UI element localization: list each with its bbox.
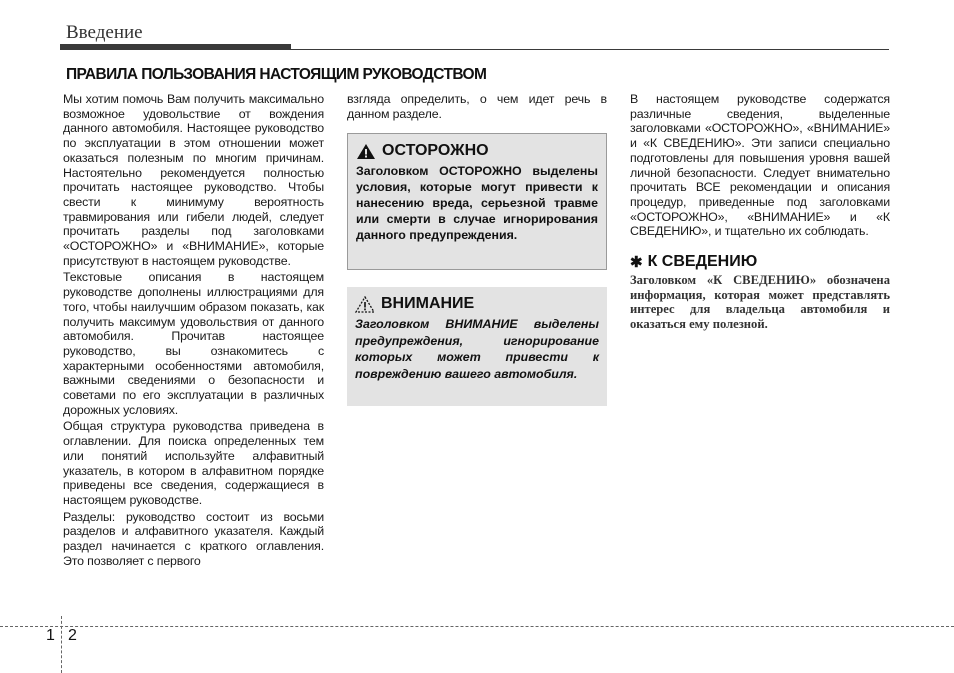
warning-title-text: ОСТОРОЖНО [382,142,489,159]
asterisk-icon: ✱ [630,254,643,272]
column-1 [63,92,324,571]
footer-separator [61,616,62,673]
warning-box-title [356,142,598,160]
warning-box [347,133,607,270]
section-heading: ПРАВИЛА ПОЛЬЗОВАНИЯ НАСТОЯЩИМ РУКОВОДСТВОМ [66,66,487,83]
paragraph: Разделы: руководство состоит из восьми разделов и алфавитного указателя. Каждый раздел начинается с краткого оглавления. Это позволяет с первого [63,509,324,568]
paragraph: Мы хотим помочь Вам получить максимально возможное удовольствие от вождения данного автомобиля. Настоящее руководство по эксплуатации в этом отношении может оказаться полезным по многим причинам. Настоятельно рекомендуется полностью прочитать настоящее руководство. Чтобы свести к минимуму вероятность травмирования или гибели людей, следует прочитать разделы под заголовками «ОСТОРОЖНО» и «ВНИМАНИЕ», которые присутствуют в настоящем руководстве. [63,92,324,268]
caution-box-title [355,295,599,313]
page-number: 2 [68,627,77,644]
paragraph: Общая структура руководства приведена в оглавлении. Для поиска определенных тем или понятий используйте алфавитный указатель, в котором в алфавитном порядке приведены все сведения, содержащиеся в настоящем руководстве. [63,419,324,507]
column-3 [630,92,890,331]
paragraph: Текстовые описания в настоящем руководстве дополнены иллюстрациями для того, чтобы наилучшим образом показать, как получить максимум удовольствия от данного автомобиля. Прочитав настоящее руководство, вы ознакомитесь с характерными особенностями автомобиля, важными сведениями о безопасности и советами по его эксплуатации в различных дорожных условиях. [63,270,324,417]
section-number: 1 [46,627,55,644]
footer-divider [0,626,954,627]
info-title [630,253,890,271]
info-text: Заголовком «К СВЕДЕНИЮ» обозначена информация, которая может представлять интерес для владельца автомобиля и оказаться ему полезной. [630,273,890,331]
warning-text: Заголовком ОСТОРОЖНО выделены условия, которые могут привести к нанесению вреда, серьезной травме или смерти в случае игнорирования данного предупреждения. [356,164,598,242]
paragraph: В настоящем руководстве содержатся различные сведения, выделенные заголовками «ОСТОРОЖНО», «ВНИМАНИЕ» и «К СВЕДЕНИЮ». Эти записи специально подготовлены для повышения уровня вашей личной безопасности. Следует внимательно прочитать ВСЕ рекомендации и описания процедур, приведенные под заголовками «ОСТОРОЖНО», «ВНИМАНИЕ» и «К СВЕДЕНИЮ», и тщательно их соблюдать. [630,92,890,239]
chapter-title: Введение [66,22,143,43]
caution-text: Заголовком ВНИМАНИЕ выделены предупреждения, игнорирование которых может привести к повреждению вашего автомобиля. [355,317,599,381]
caution-triangle-icon [355,296,375,313]
paragraph: взгляда определить, о чем идет речь в данном разделе. [347,92,607,121]
info-title-text: К СВЕДЕНИЮ [647,253,758,271]
caution-title-text: ВНИМАНИЕ [381,295,475,312]
warning-triangle-icon [356,143,376,160]
header-rule-thick [60,44,291,50]
header-rule-thin [291,49,889,50]
column-2 [347,92,607,123]
caution-box [347,287,607,406]
